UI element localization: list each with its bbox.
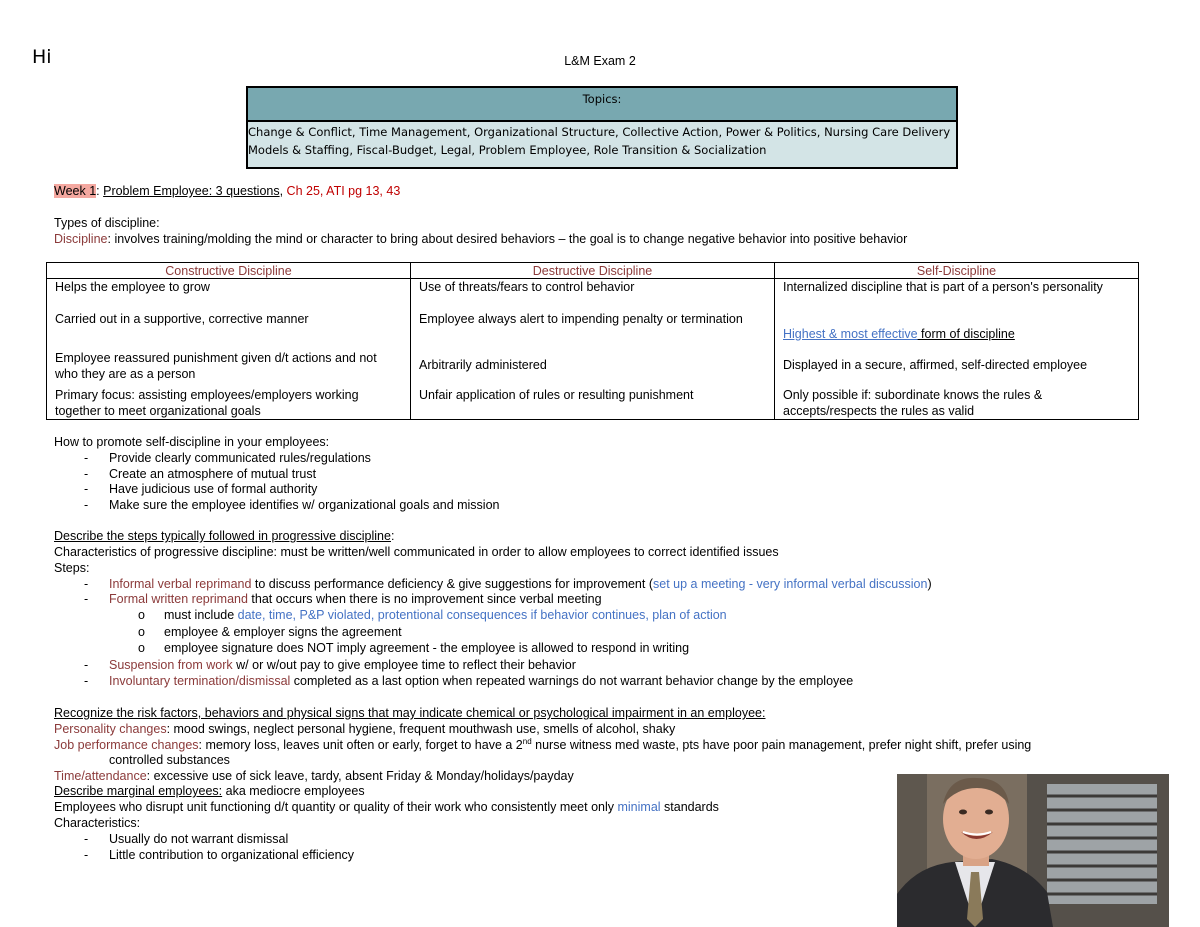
table-cell: Employee always alert to impending penalty or termination [411,311,775,342]
time-attendance: Time/attendance: excessive use of sick leave, tardy, absent Friday & Monday/holidays/payday [54,769,574,783]
marginal-description: Employees who disrupt unit functioning d/t quantity or quality of their work who consistently meet only minimal standards [54,800,719,814]
list-item: - Have judicious use of formal authority [84,482,318,496]
list-item: - Usually do not warrant dismissal [84,832,289,846]
table-cell [775,311,1139,342]
table-cell: Arbitrarily administered [411,342,775,387]
list-item: - Suspension from work w/ or w/out pay to give employee time to reflect their behavior [84,658,576,672]
document-title: L&M Exam 2 [564,54,636,68]
list-item: - Involuntary termination/dismissal completed as a last option when repeated warnings do not warrant behavior change by the employee [84,674,854,688]
header-destructive: Destructive Discipline [411,263,775,279]
topics-line-1: Change & Conflict, Time Management, Organizational Structure, Collective Action, Power & Politics, Nursing Care Delivery [248,125,951,139]
table-cell: Carried out in a supportive, corrective manner [47,311,411,342]
steps-label: Steps: [54,561,90,575]
header-self: Self-Discipline [775,263,1139,279]
job-performance-continued: controlled substances [109,753,230,767]
table-cell: Employee reassured punishment given d/t actions and not who they are as a person [47,342,411,387]
list-item: - Provide clearly communicated rules/regulations [84,451,371,465]
marginal-characteristics-label: Characteristics: [54,816,141,830]
list-item: o employee & employer signs the agreement [138,625,402,639]
discipline-table [46,262,1139,420]
table-cell: Displayed in a secure, affirmed, self-directed employee [775,342,1139,387]
personality-changes: Personality changes: mood swings, neglect personal hygiene, frequent mouthwash use, smells of alcohol, shaky [54,722,676,736]
table-cell: Use of threats/fears to control behavior [411,279,775,311]
table-cell: Internalized discipline that is part of a person's personality [775,279,1139,311]
topics-box [246,86,958,169]
discipline-term: Discipline [54,232,108,246]
person-photo-art [897,774,1169,927]
list-item: o must include date, time, P&P violated, protentional consequences if behavior continues, plan of action [138,608,727,622]
topics-body [248,122,956,167]
discipline-definition-text: : involves training/molding the mind or character to bring about desired behaviors – the goal is to change negative behavior into positive behavior [107,232,908,246]
table-cell: Primary focus: assisting employees/employers working together to meet organizational goals [47,387,411,420]
week-sep: : [96,184,104,198]
list-item: - Formal written reprimand that occurs when there is no improvement since verbal meeting [84,592,602,606]
promote-heading: How to promote self-discipline in your employees: [54,435,330,449]
table-cell: Helps the employee to grow [47,279,411,311]
topics-line-2: Models & Staffing, Fiscal-Budget, Legal, Problem Employee, Role Transition & Socialization [248,143,767,157]
list-item: - Informal verbal reprimand to discuss performance deficiency & give suggestions for improvement (set up a meeting - very informal verbal discussion) [84,577,932,591]
list-item: o employee signature does NOT imply agreement - the employee is allowed to respond in writing [138,641,690,655]
person-photo [897,774,1169,927]
marginal-heading: Describe marginal employees: aka mediocre employees [54,784,365,798]
progressive-characteristics: Characteristics of progressive discipline: must be written/well communicated in order to allow employees to correct identified issues [54,545,779,559]
progressive-heading: Describe the steps typically followed in progressive discipline: [54,529,395,543]
table-cell: Only possible if: subordinate knows the rules & accepts/respects the rules as valid [775,387,1139,420]
table-cell: Unfair application of rules or resulting punishment [411,387,775,420]
discipline-definition [54,232,907,246]
week-line [54,184,400,198]
list-item: - Make sure the employee identifies w/ organizational goals and mission [84,498,500,512]
job-performance-changes: Job performance changes: memory loss, leaves unit often or early, forget to have a 2nd nurse witness med waste, pts have poor pain management, prefer night shift, prefer using [54,737,1032,753]
highest-effective-link[interactable]: Highest & most effective [783,326,918,341]
week-comma: , [279,184,287,198]
form-of-discipline-text: form of discipline [917,326,1015,341]
types-heading: Types of discipline: [54,216,160,230]
greeting-text: Hi [32,46,52,68]
week-reference: Ch 25, ATI pg 13, 43 [286,184,401,198]
week-topic: Problem Employee: 3 questions [103,184,280,198]
risk-heading: Recognize the risk factors, behaviors and physical signs that may indicate chemical or psychological impairment in an employee: [54,706,766,720]
week-label: Week 1 [54,184,97,198]
header-constructive: Constructive Discipline [47,263,411,279]
list-item: - Create an atmosphere of mutual trust [84,467,317,481]
list-item: - Little contribution to organizational efficiency [84,848,355,862]
topics-heading: Topics: [248,88,956,122]
